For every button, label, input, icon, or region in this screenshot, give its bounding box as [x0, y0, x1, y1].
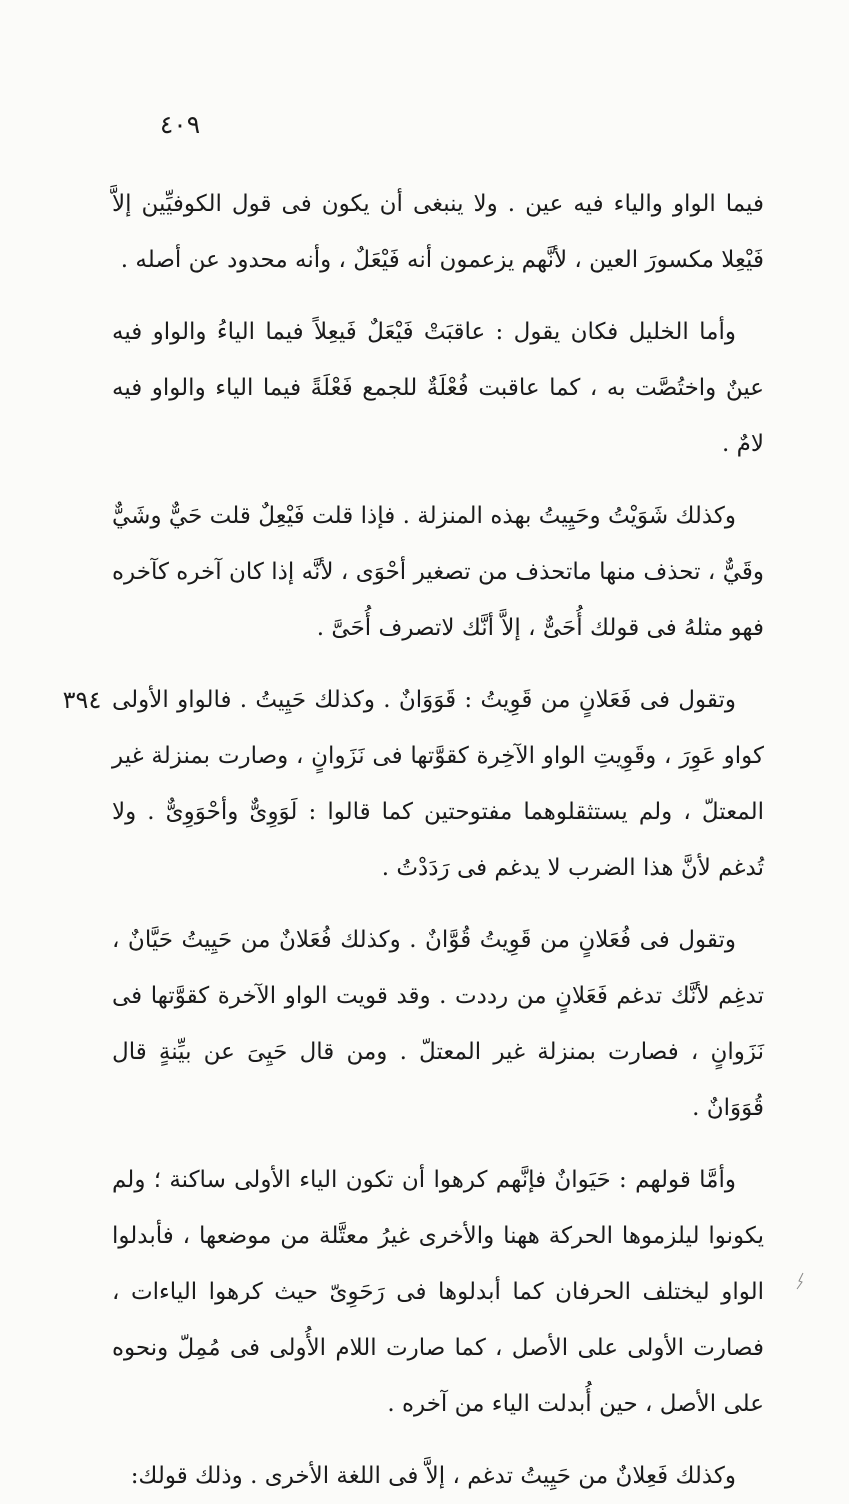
scan-mark-icon	[793, 1272, 807, 1290]
paragraph-3: وكذلك شَوَيْتُ وحَيِيتُ بهذه المنزلة . فإذا قلت فَيْعِلٌ قلت حَيٌّ وشَيٌّ وقَيٌّ ، تحذف منها ماتحذف من تصغير أحْوَى ، لأنَّه إذا كان آخره كآخره فهو مثلهُ فى قولك أُحَىٌّ ، إلاَّ أنَّك لاتصرف أُحَىَّ .	[112, 503, 764, 641]
paragraph-2: وأما الخليل فكان يقول : عاقبَتْ فَيْعَلٌ فَيعِلاً فيما الياءُ والواو فيه عينٌ واختُصَّت به ، كما عاقبت فُعْلَةٌ للجمع فَعْلَةً فيما الياء والواو فيه لامٌ .	[112, 319, 764, 457]
paragraph-5: وتقول فى فُعَلانٍ من قَوِيتُ قُوَّانٌ . وكذلك فُعَلانٌ من حَيِيتُ حَيَّانٌ ، تدغِم لأنَّك تدغم فَعَلانٍ من رددت . وقد قويت الواو الآخرة كقوَّتها فى نَزَوانٍ ، فصارت بمنزلة غير المعتلّ . ومن قال حَيِىَ عن بيِّنةٍ قال قُوَوَانٌ .	[112, 927, 764, 1121]
page-number: ٤٠٩	[159, 110, 201, 139]
paragraph-7: وكذلك فَعِلانٌ من حَيِيتُ تدغم ، إلاَّ فى اللغة الأخرى . وذلك قولك:	[130, 1463, 736, 1489]
margin-page-number: ٣٩٤	[62, 686, 102, 714]
paragraph-4: وتقول فى فَعَلانٍ من قَوِيتُ : قَوَوَانٌ . وكذلك حَيِيتُ . فالواو الأولى كواو عَوِرَ ، وقَوِيتِ الواو الآخِرة كقوَّتها فى نَزَوانٍ ، وصارت بمنزلة غير المعتلّ ، ولم يستثقلوهما مفتوحتين كما قالوا : لَوَوِىٌّ وأحْوَوِىٌّ . ولا تُدغم لأنَّ هذا الضرب لا يدغم فى رَدَدْتُ .	[112, 687, 764, 881]
body-text	[112, 176, 764, 1504]
paragraph-1: فيما الواو والياء فيه عين . ولا ينبغى أن يكون فى قول الكوفيِّين إلاَّ فَيْعِلا مكسورَ العين ، لأنَّهم يزعمون أنه فَيْعَلٌ ، وأنه محدود عن أصله .	[112, 191, 764, 273]
paragraph-6: وأمَّا قولهم : حَيَوانٌ فإنَّهم كرهوا أن تكون الياء الأولى ساكنة ؛ ولم يكونوا ليلزموها الحركة ههنا والأخرى غيرُ معتَّلة من موضعها ، فأبدلوا الواو ليختلف الحرفان كما أبدلوها فى رَحَوِىّ حيث كرهوا الياءات ، فصارت الأولى على الأصل ، كما صارت اللام الأُولى فى مُمِلّ ونحوه على الأصل ، حين أُبدلت الياء من آخره .	[112, 1167, 764, 1417]
